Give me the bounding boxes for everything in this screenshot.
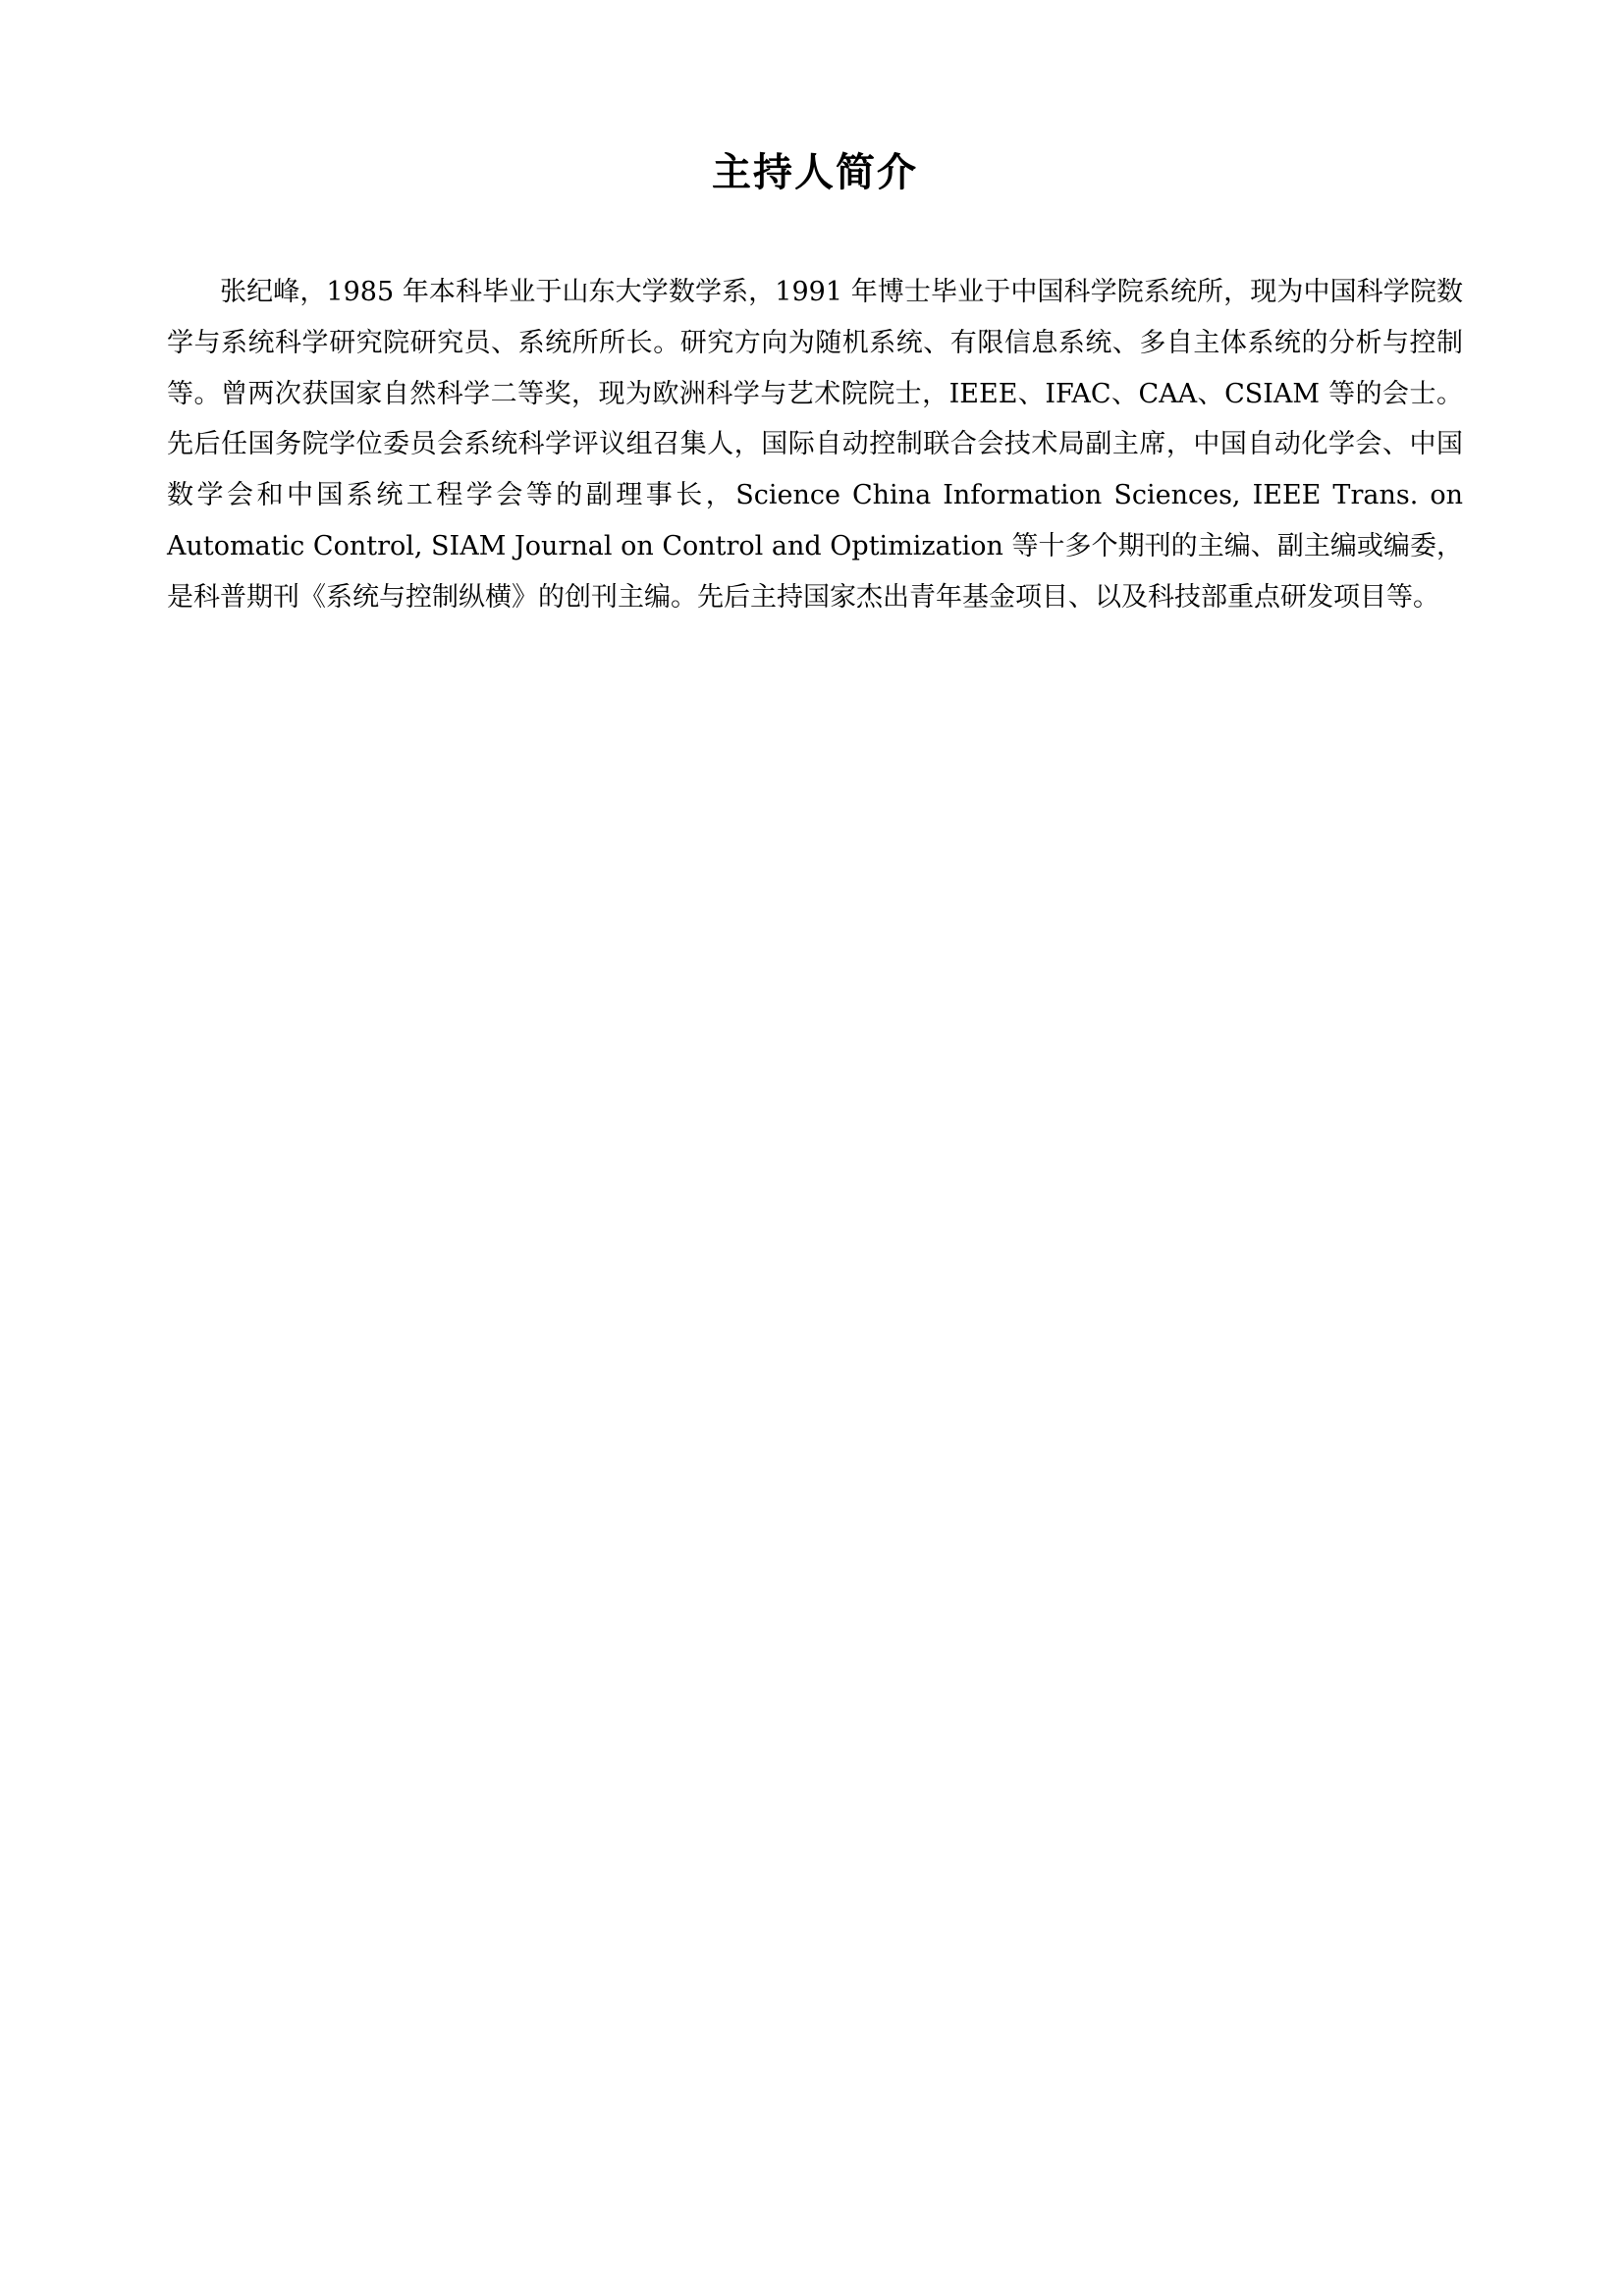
body-paragraph: 张纪峰，1985 年本科毕业于山东大学数学系，1991 年博士毕业于中国科学院系统所，现为中国科学院数学与系统科学研究院研究员、系统所所长。研究方向为随机系统、有限信息系统、多自主体系统的分析与控制等。曾两次获国家自然科学二等奖，现为欧洲科学与艺术院院士，IEEE、IFAC、CAA、CSIAM 等的会士。先后任国务院学位委员会系统科学评议组召集人，国际自动控制联合会技术局副主席，中国自动化学会、中国数学会和中国系统工程学会等的副理事长，Science China Information Sciences, IEEE Trans. on Automatic Control, SIAM Journal on Control and Optimization 等十多个期刊的主编、副主编或编委，是科普期刊《系统与控制纵横》的创刊主编。先后主持国家杰出青年基金项目、以及科技部重点研发项目等。: [167, 277, 1463, 613]
document-content: [167, 147, 1463, 623]
page-title: 主持人简介: [712, 149, 918, 195]
